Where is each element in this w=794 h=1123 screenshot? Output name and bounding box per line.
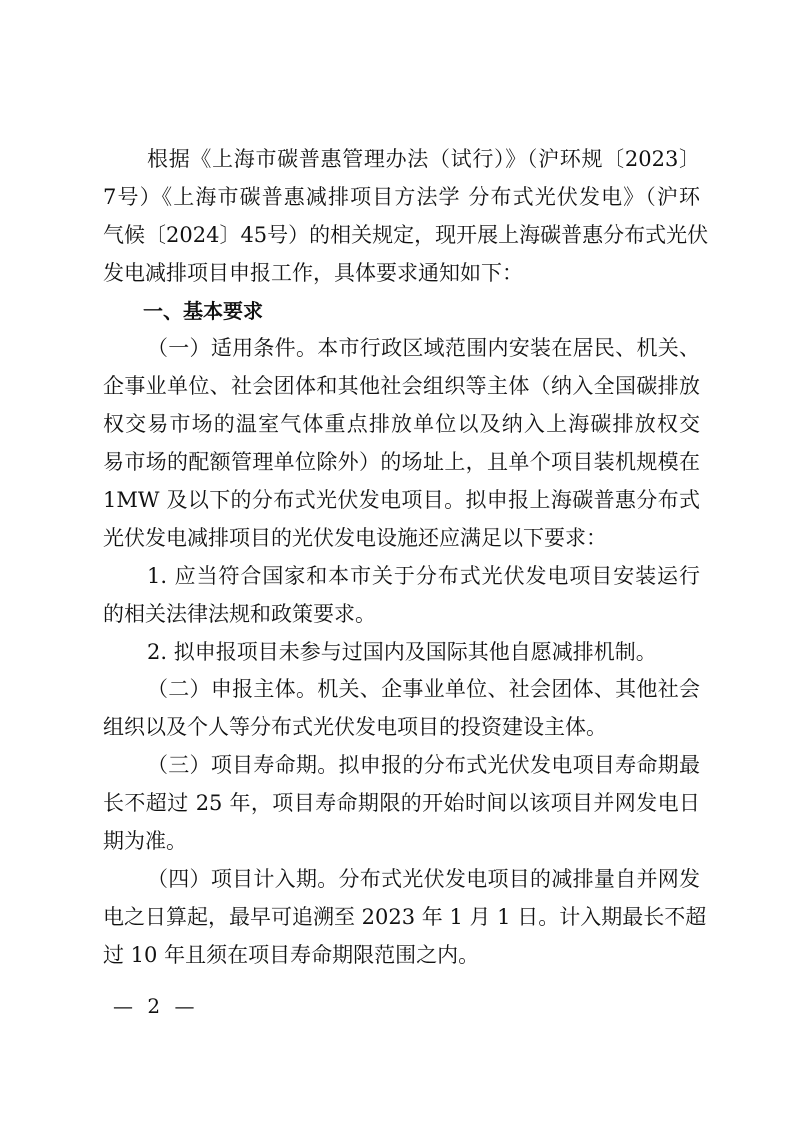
paragraph-line: 长不超过 25 年，项目寿命期限的开始时间以该项目并网发电日	[103, 791, 700, 816]
paragraph-line: （三）项目寿命期。拟申报的分布式光伏发电项目寿命期最	[147, 753, 700, 778]
paragraph-line: （四）项目计入期。分布式光伏发电项目的减排量自并网发	[147, 866, 700, 891]
list-item-line: 2. 拟申报项目未参与过国内及国际其他自愿减排机制。	[147, 639, 657, 664]
list-item-line: 1. 应当符合国家和本市关于分布式光伏发电项目安装运行	[147, 563, 700, 588]
paragraph-line: 1MW 及以下的分布式光伏发电项目。拟申报上海碳普惠分布式	[103, 488, 700, 513]
paragraph-line: 过 10 年且须在项目寿命期限范围之内。	[103, 942, 480, 967]
paragraph-line: 电之日算起，最早可追溯至 2023 年 1 月 1 日。计入期最长不超	[103, 904, 707, 929]
paragraph-line: 光伏发电减排项目的光伏发电设施还应满足以下要求：	[103, 525, 607, 550]
paragraph-line: 企事业单位、社会团体和其他社会组织等主体（纳入全国碳排放	[103, 374, 700, 399]
page-number: — 2 —	[113, 994, 199, 1018]
paragraph-line: 期为准。	[103, 829, 187, 854]
paragraph-line: 易市场的配额管理单位除外）的场址上，且单个项目装机规模在	[103, 450, 700, 475]
paragraph-line: 组织以及个人等分布式光伏发电项目的投资建设主体。	[103, 715, 607, 740]
paragraph-line: 根据《上海市碳普惠管理办法（试行）》（沪环规〔2023〕	[147, 147, 700, 171]
paragraph-line: 发电减排项目申报工作，具体要求通知如下：	[103, 260, 523, 285]
document-body	[103, 141, 709, 975]
paragraph-line: （一）适用条件。本市行政区域范围内安装在居民、机关、	[147, 336, 700, 361]
paragraph-line: 权交易市场的温室气体重点排放单位以及纳入上海碳排放权交	[103, 412, 700, 437]
paragraph-line: 气候〔2024〕45号）的相关规定，现开展上海碳普惠分布式光伏	[103, 222, 709, 247]
list-item-line: 的相关法律法规和政策要求。	[103, 601, 376, 626]
section-heading: 一、基本要求	[143, 298, 263, 323]
paragraph-line: （二）申报主体。机关、企事业单位、社会团体、其他社会	[147, 677, 700, 702]
paragraph-line: 7号）《上海市碳普惠减排项目方法学 分布式光伏发电》（沪环	[103, 184, 700, 209]
